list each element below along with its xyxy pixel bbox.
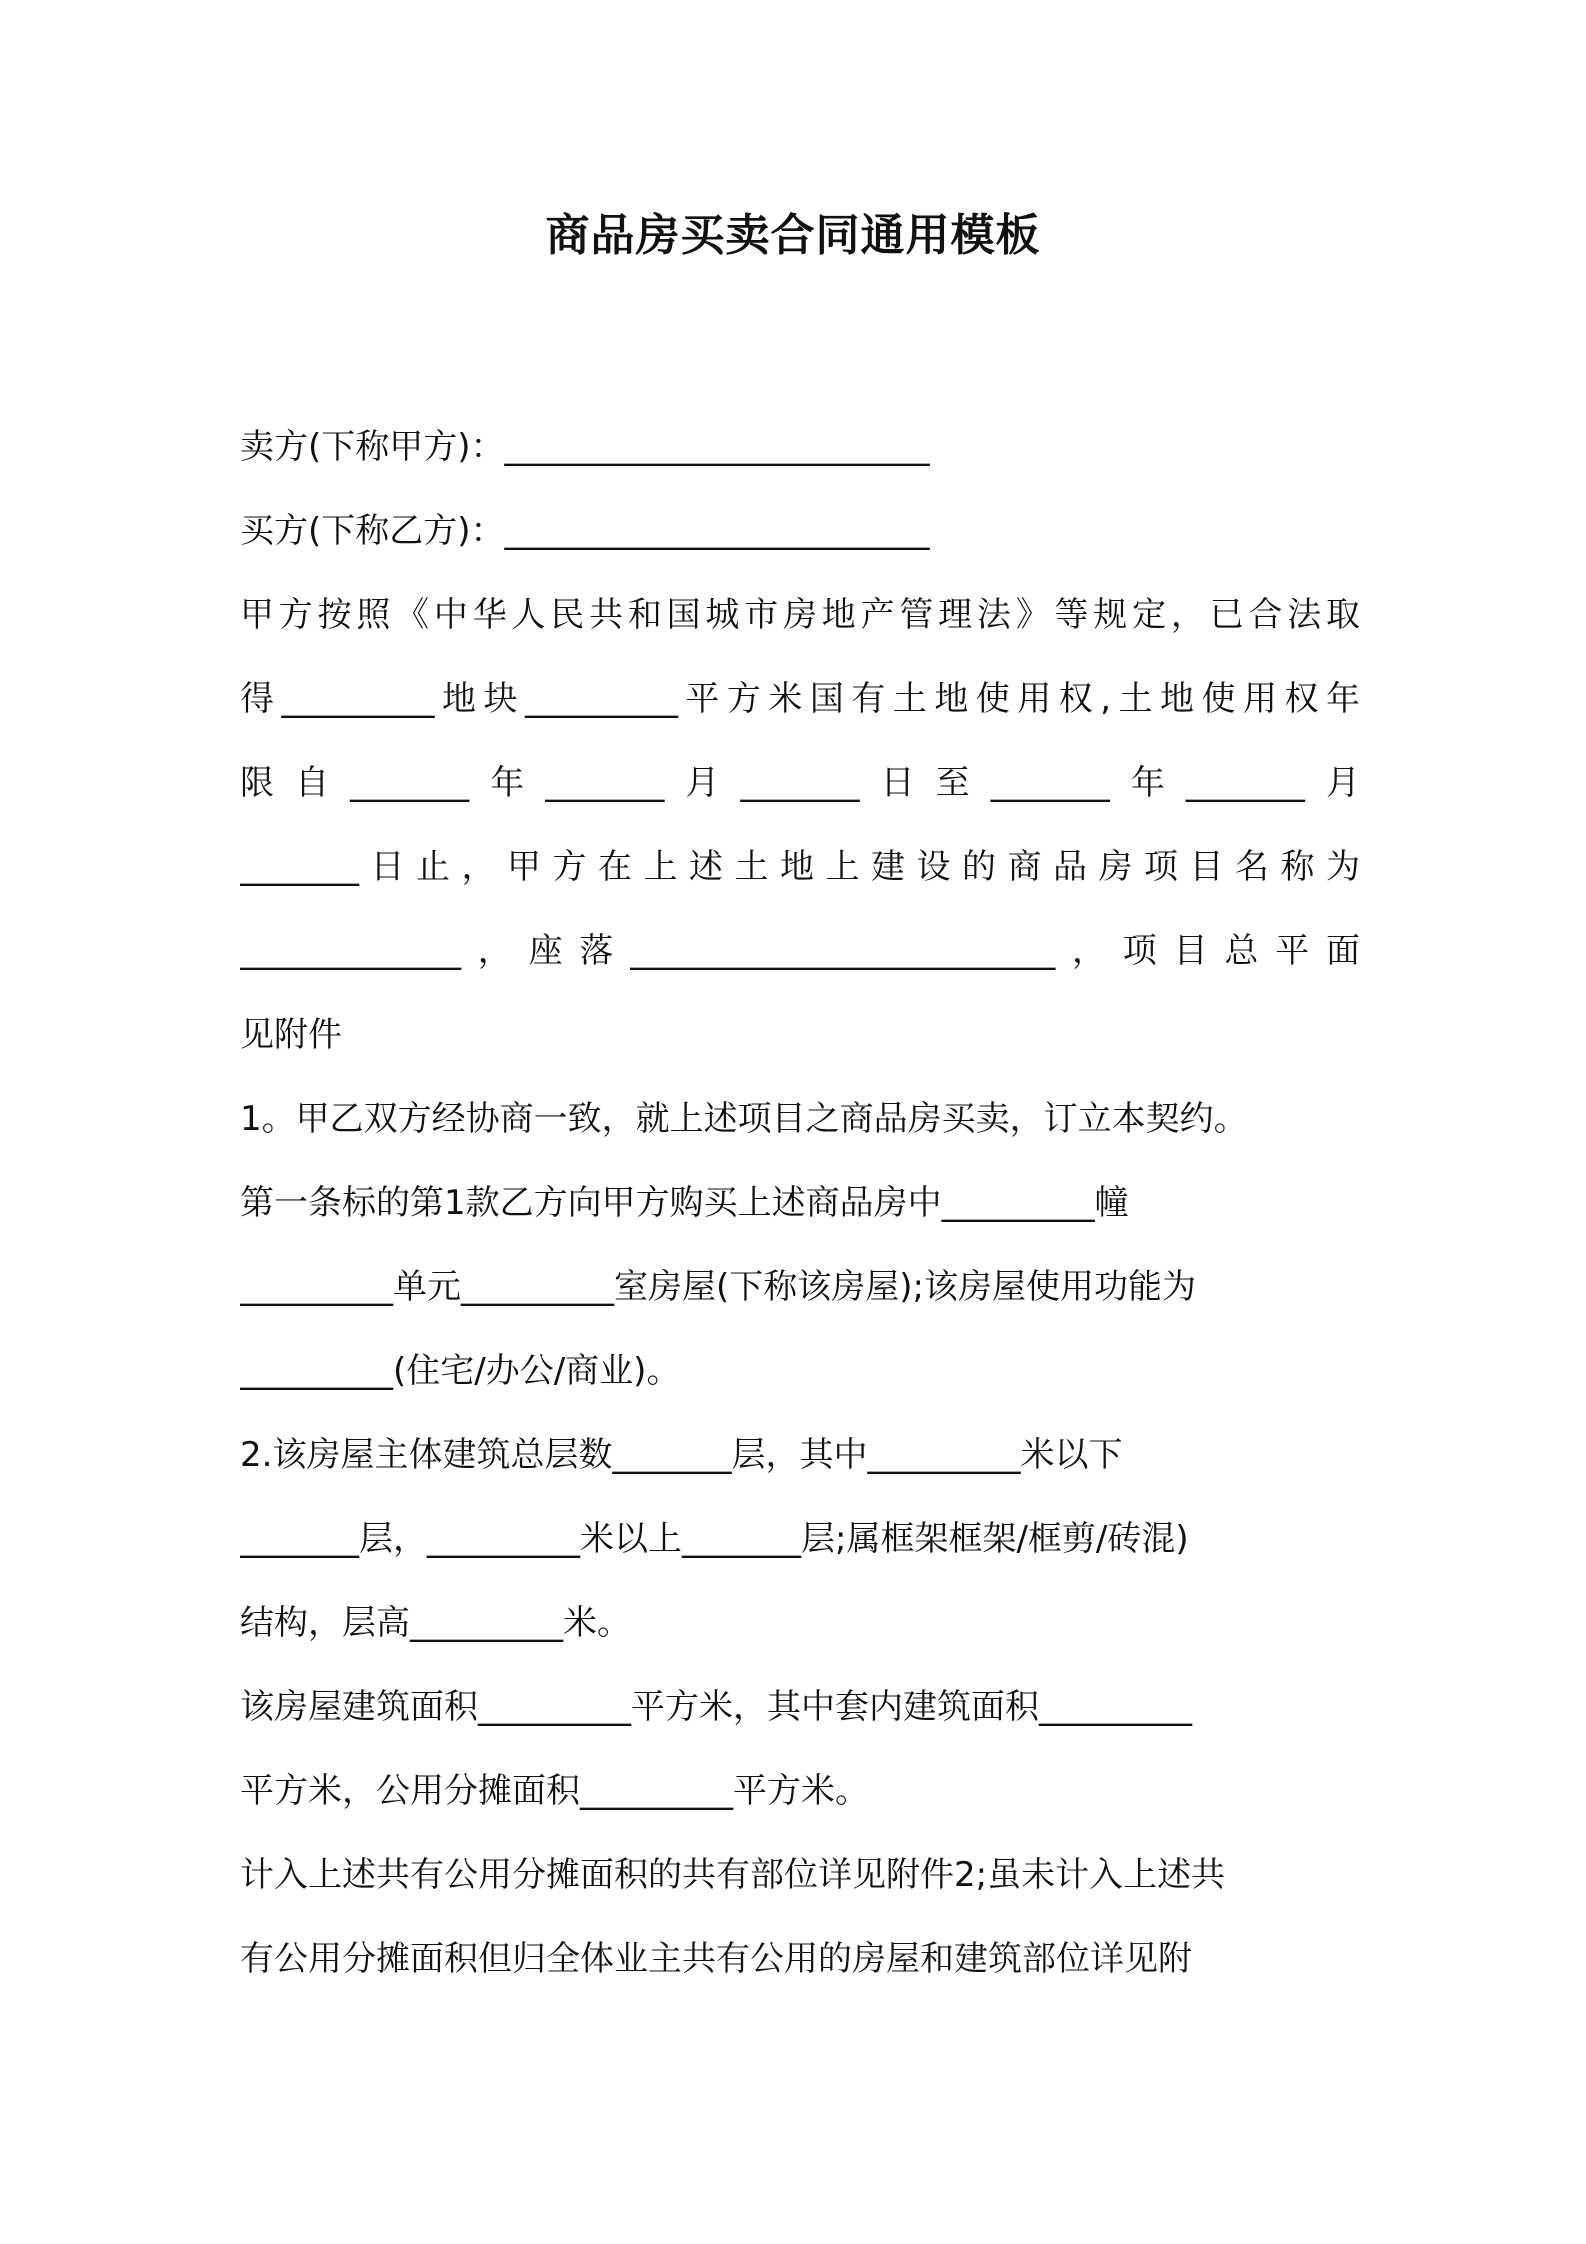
paragraph-line: 见附件 bbox=[240, 1015, 342, 1055]
clause-line: 有公用分摊面积但归全体业主共有公用的房屋和建筑部位详见附 bbox=[240, 1939, 1192, 1979]
document-title: 商品房买卖合同通用模板 bbox=[545, 210, 1041, 261]
clause-line: 第一条标的第1款乙方向甲方购买上述商品房中_________幢 bbox=[240, 1183, 1129, 1223]
clause-line: 1。甲乙双方经协商一致，就上述项目之商品房买卖，订立本契约。 bbox=[240, 1099, 1248, 1139]
clause-line: _________(住宅/办公/商业)。 bbox=[240, 1351, 681, 1391]
clause-line: 该房屋建筑面积_________平方米，其中套内建筑面积_________ bbox=[240, 1687, 1192, 1727]
contract-body bbox=[240, 405, 1360, 2001]
paragraph-line: _______日止，甲方在上述土地上建设的商品房项目名称为 bbox=[240, 847, 1360, 887]
clause-line: _________单元_________室房屋(下称该房屋);该房屋使用功能为 bbox=[240, 1267, 1196, 1307]
paragraph-line: 甲方按照《中华人民共和国城市房地产管理法》等规定，已合法取 bbox=[240, 595, 1360, 635]
paragraph-line: 得_________地块_________平方米国有土地使用权,土地使用权年 bbox=[240, 679, 1360, 719]
clause-line: 平方米，公用分摊面积_________平方米。 bbox=[240, 1771, 869, 1811]
seller-line: 卖方(下称甲方)：_________________________ bbox=[240, 427, 930, 467]
clause-line: _______层，_________米以上_______层;属框架框架/框剪/砖混) bbox=[240, 1519, 1189, 1559]
paragraph-line: _____________，座落_________________________，项目总平面 bbox=[240, 931, 1360, 971]
clause-line: 结构，层高_________米。 bbox=[240, 1603, 631, 1643]
buyer-line: 买方(下称乙方)：_________________________ bbox=[240, 511, 930, 551]
paragraph-line: 限自_______年_______月_______日至_______年_______月 bbox=[240, 763, 1360, 803]
clause-line: 2.该房屋主体建筑总层数_______层，其中_________米以下 bbox=[240, 1435, 1123, 1475]
clause-line: 计入上述共有公用分摊面积的共有部位详见附件2;虽未计入上述共 bbox=[240, 1855, 1226, 1895]
